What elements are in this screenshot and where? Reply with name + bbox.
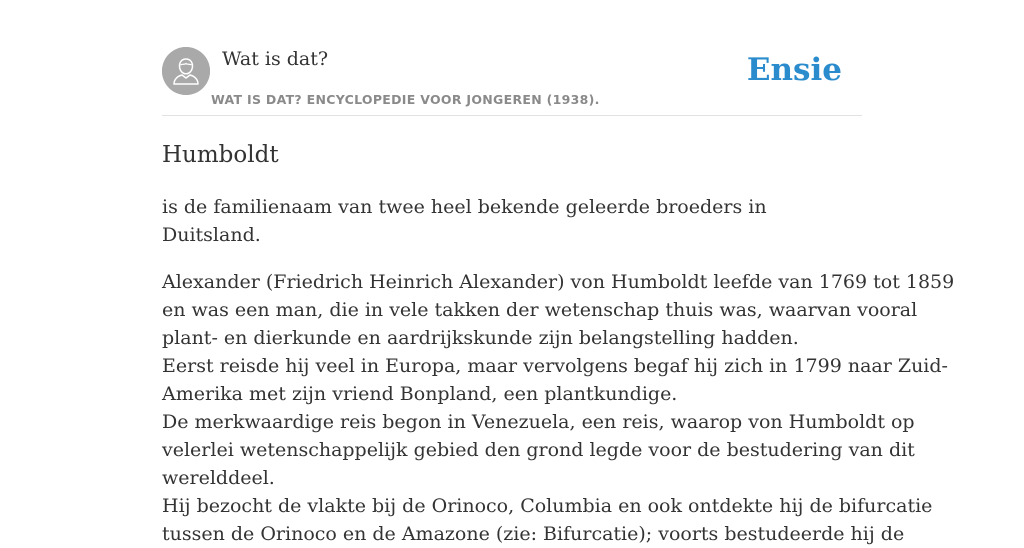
body-line: en was een man, die in vele takken der wetenschap thuis was, waarvan vooral [162,299,918,321]
body-line: werelddeel. [162,467,275,489]
article-title: Humboldt [162,142,279,168]
body-line: Eerst reisde hij veel in Europa, maar vervolgens begaf hij zich in 1799 naar Zuid- [162,355,948,377]
body-line: velerlei wetenschappelijk gebied den grond legde voor de bestudering van dit [162,439,915,461]
body-line: Hij bezocht de vlakte bij de Orinoco, Columbia en ook ontdekte hij de bifurcatie [162,495,933,517]
body-line: Alexander (Friedrich Heinrich Alexander) von Humboldt leefde van 1769 tot 1859 [162,271,955,293]
body-line: tussen de Orinoco en de Amazone (zie: Bifurcatie); voorts bestudeerde hij de [162,523,905,545]
source-title[interactable]: Wat is dat? [222,48,329,70]
brand-logo[interactable]: Ensie [746,52,842,88]
article-intro: is de familienaam van twee heel bekende geleerde broeders in Duitsland. [162,196,767,246]
body-line: plant- en dierkunde en aardrijkskunde zijn belangstelling hadden. [162,327,799,349]
source-header [162,47,862,116]
article-body [162,268,955,548]
body-line: De merkwaardige reis begon in Venezuela, een reis, waarop von Humboldt op [162,411,915,433]
source-subtitle: WAT IS DAT? ENCYCLOPEDIE VOOR JONGEREN (1938). [211,92,600,107]
article [162,140,955,548]
body-line: Amerika met zijn vriend Bonpland, een plantkundige. [162,383,678,405]
user-icon[interactable] [162,47,210,95]
